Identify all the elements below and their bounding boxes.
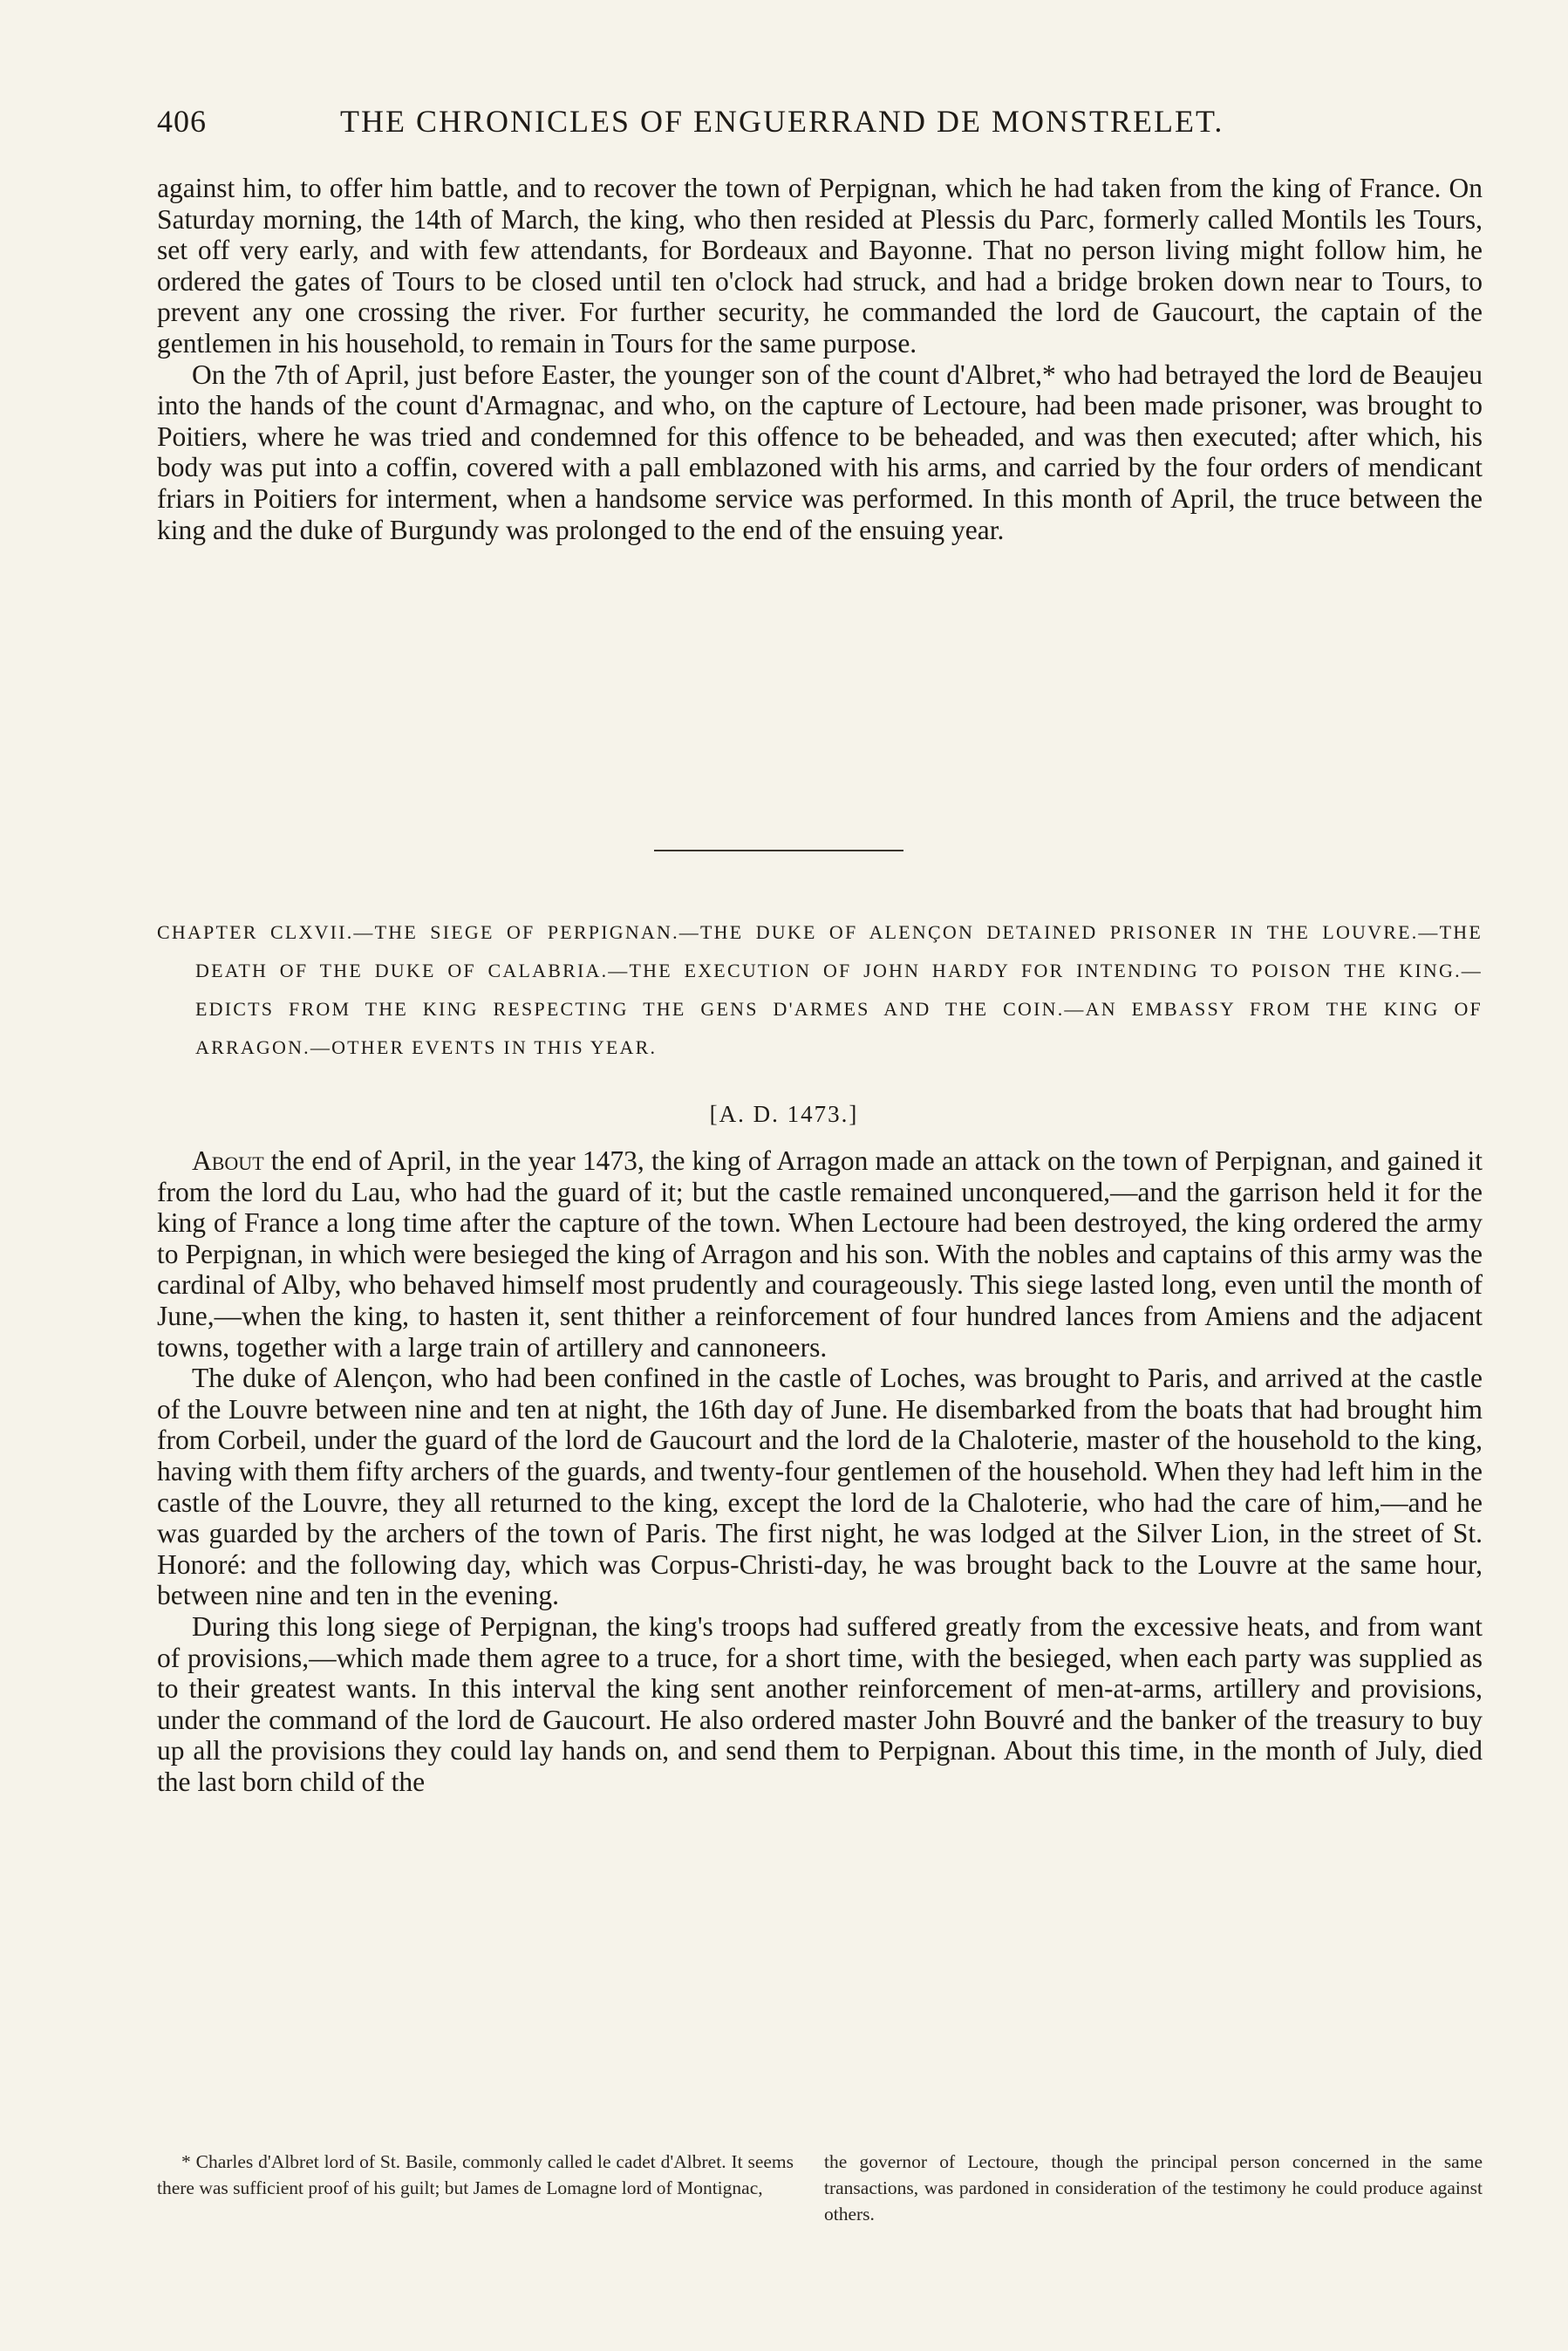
- paragraph-text: the end of April, in the year 1473, the king of Arragon made an attack on the town of Perpignan, and gained it from the lord du Lau, who had the guard of it; but the castle remained unconquered,—and the garrison held it for the king of France a long time after the capture of the town. When Lectoure had been destroyed, the king ordered the army to Perpignan, in which were besieged the king of Arragon and his son. With the nobles and captains of this army was the cardinal of Alby, who behaved himself most prudently and courageously. This siege lasted long, even until the month of June,—when the king, to hasten it, sent thither a reinforcement of four hundred lances from Amiens and the adjacent towns, together with a large train of artillery and cannoneers.: [157, 1145, 1483, 1363]
- chapter-text: [157, 1145, 1483, 1797]
- paragraph: against him, to offer him battle, and to recover the town of Perpignan, which he had taken from the king of France. On Saturday morning, the 14th of March, the king, who then resided at Plessis du Parc, formerly called Montils les Tours, set off very early, and with few attendants, for Bordeaux and Bayonne. That no person living might follow him, he ordered the gates of Tours to be closed until ten o'clock had struck, and had a bridge broken down near to Tours, to prevent any one crossing the river. For further security, he commanded the lord de Gaucourt, the captain of the gentlemen in his household, to remain in Tours for the same purpose.: [157, 173, 1483, 359]
- opening-text: [157, 173, 1483, 545]
- page-number: 406: [157, 104, 207, 139]
- running-title: THE CHRONICLES OF ENGUERRAND DE MONSTRELET.: [340, 104, 1224, 139]
- paragraph: [157, 1145, 1483, 1363]
- chapter-date: [A. D. 1473.]: [709, 1101, 859, 1127]
- footnote-text: * Charles d'Albret lord of St. Basile, commonly called le cadet d'Albret. It seems there was sufficient proof of his guilt; but James de Lomagne lord of Montignac,: [157, 2151, 794, 2198]
- footnote-text: the governor of Lectoure, though the principal person concerned in the same transactions, was pardoned in consideration of the testimony he could produce against others.: [824, 2151, 1483, 2225]
- paragraph: The duke of Alençon, who had been confined in the castle of Loches, was brought to Paris, and arrived at the castle of the Louvre between nine and ten at night, the 16th day of June. He disembarked from the boats that had brought him from Corbeil, under the guard of the lord de Gaucourt and the lord de la Chaloterie, master of the household to the king, having with them fifty archers of the guards, and twenty-four gentlemen of the household. When they had left him in the castle of the Louvre, they all returned to the king, except the lord de la Chaloterie, who had the care of him,—and he was guarded by the archers of the town of Paris. The first night, he was lodged at the Silver Lion, in the street of St. Honoré: and the following day, which was Corpus-Christi-day, he was brought back to the Louvre at the same hour, between nine and ten in the evening.: [157, 1363, 1483, 1611]
- paragraph: On the 7th of April, just before Easter, the younger son of the count d'Albret,* who had betrayed the lord de Beaujeu into the hands of the count d'Armagnac, and who, on the capture of Lectoure, had been made prisoner, was brought to Poitiers, where he was tried and condemned for this offence to be beheaded, and was then executed; after which, his body was put into a coffin, covered with a pall emblazoned with his arms, and carried by the four orders of mendicant friars in Poitiers for interment, when a handsome service was performed. In this month of April, the truce between the king and the duke of Burgundy was prolonged to the end of the ensuing year.: [157, 359, 1483, 545]
- section-divider: [654, 850, 903, 851]
- footnote-left-column: [157, 2149, 794, 2201]
- footnotes: [157, 2149, 1483, 2271]
- running-header: [157, 103, 1483, 155]
- paragraph: During this long siege of Perpignan, the king's troops had suffered greatly from the excessive heats, and from want of provisions,—which made them agree to a truce, for a short time, with the besieged, when each party was supplied as to their greatest wants. In this interval the king sent another reinforcement of men-at-arms, artillery and provisions, under the command of the lord de Gaucourt. He also ordered master John Bouvré and the banker of the treasury to buy up all the provisions they could lay hands on, and send them to Perpignan. About this time, in the month of July, died the last born child of the: [157, 1610, 1483, 1797]
- lead-word: About: [192, 1145, 264, 1176]
- chapter-heading: [157, 913, 1483, 1067]
- chapter-summary: CHAPTER CLXVII.—THE SIEGE OF PERPIGNAN.—THE DUKE OF ALENÇON DETAINED PRISONER IN THE LOUVRE.—THE DEATH OF THE DUKE OF CALABRIA.—THE EXECUTION OF JOHN HARDY FOR INTENDING TO POISON THE KING.—EDICTS FROM THE KING RESPECTING THE GENS D'ARMES AND THE COIN.—AN EMBASSY FROM THE KING OF ARRAGON.—OTHER EVENTS IN THIS YEAR.: [157, 921, 1483, 1058]
- footnote-right-column: [824, 2149, 1483, 2227]
